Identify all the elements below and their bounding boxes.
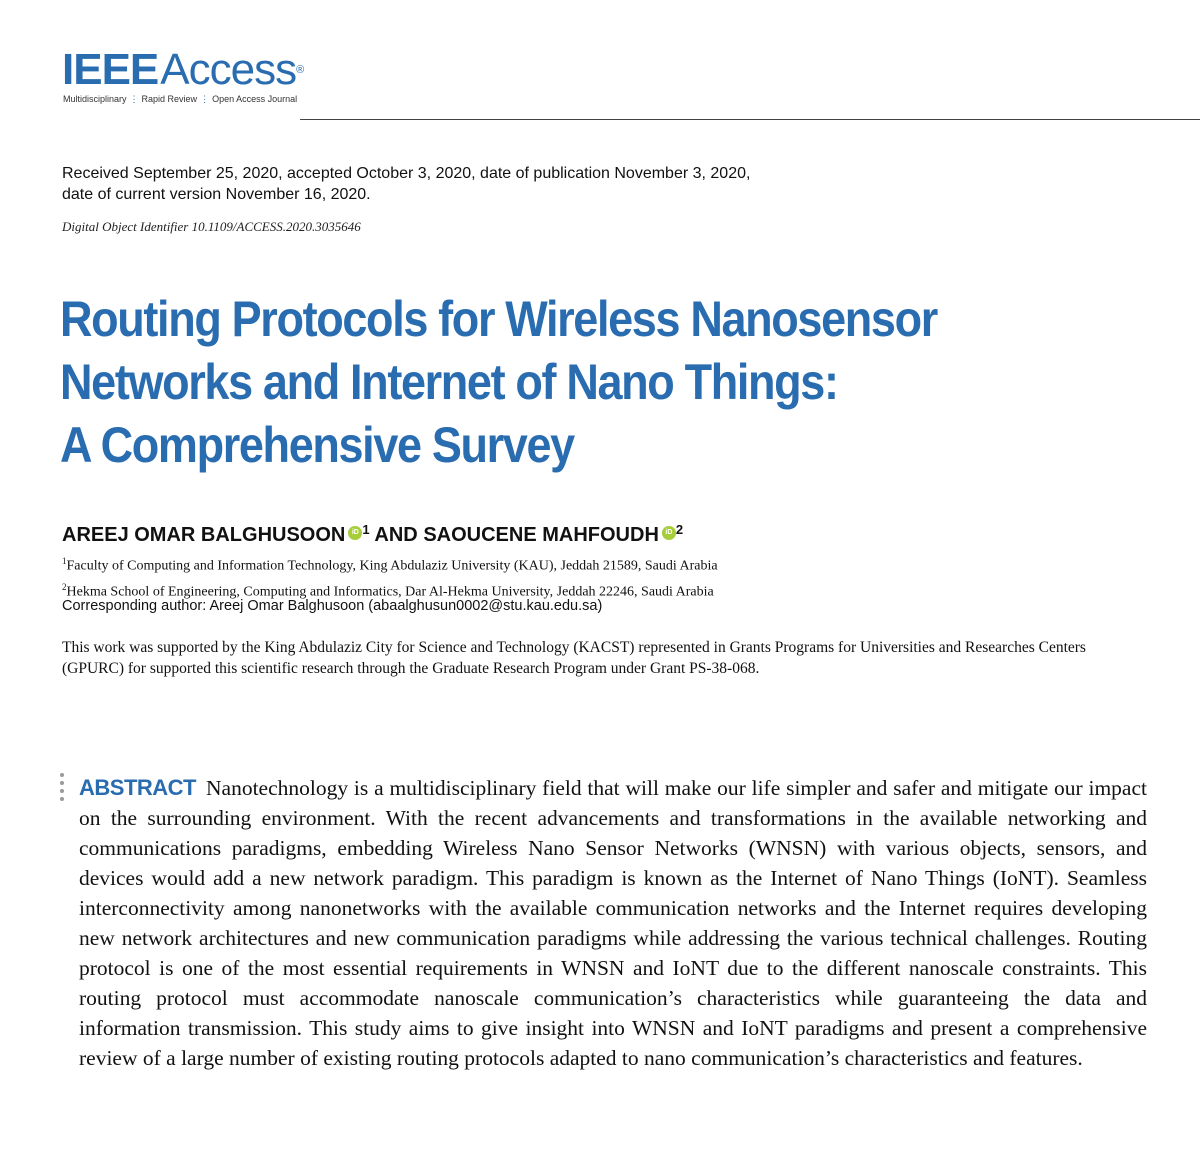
orcid-icon[interactable]: iD xyxy=(662,526,676,540)
affiliation xyxy=(62,551,718,577)
journal-tagline xyxy=(63,94,304,105)
affiliation-number: 2 xyxy=(62,581,67,592)
logo-ieee: IEEE xyxy=(62,45,159,94)
journal-wordmark xyxy=(62,45,305,94)
tagline-separator: ⋮ xyxy=(200,94,210,104)
marker-dot xyxy=(60,773,64,777)
title-line: Routing Protocols for Wireless Nanosensor xyxy=(60,291,937,347)
paper-title xyxy=(60,288,937,477)
marker-dot xyxy=(60,781,64,785)
title-line: Networks and Internet of Nano Things: xyxy=(60,354,838,410)
journal-logo xyxy=(62,45,305,105)
abstract-text: Nanotechnology is a multidisciplinary field that will make our life simpler and safer and mitigate our impact on the surrounding environment. With the recent advancements and transformations in the available networking and communications paradigms, embedding Wireless Nano Sensor Networks (WNSN) with various objects, sensors, and devices would add a new network paradigm. This paradigm is known as the Internet of Nano Things (IoNT). Seamless interconnectivity among nanonetworks with the available communication networks and the Internet requires developing new network architectures and new communication paradigms while addressing the various technical challenges. Routing protocol is one of the most essential requirements in WNSN and IoNT due to the different nanoscale constraints. This routing protocol must accommodate nanoscale communication’s characteristics while guaranteeing the data and information transmission. This study aims to give insight into WNSN and IoNT paradigms and present a comprehensive review of a large number of existing routing protocols adapted to nano communication’s characteristics and features. xyxy=(79,776,1147,1070)
tagline-separator: ⋮ xyxy=(129,94,139,104)
author-name: AREEJ OMAR BALGHUSOON xyxy=(62,524,346,546)
affiliation-marker: 2 xyxy=(675,522,684,537)
received-line: date of current version November 16, 2020. xyxy=(62,186,371,203)
funding-statement: This work was supported by the King Abdulaziz City for Science and Technology (KACST) represented in Grants Programs for Universities and Researches Centers (GPURC) for supported this scientific research through the Graduate Research Program under Grant PS-38-068. xyxy=(62,639,1086,677)
title-line: A Comprehensive Survey xyxy=(60,417,574,473)
abstract-heading: ABSTRACT xyxy=(79,775,196,800)
abstract xyxy=(79,773,1147,1073)
tagline-item: Multidisciplinary xyxy=(63,94,127,104)
marker-dot xyxy=(60,789,64,793)
received-dates xyxy=(62,163,882,205)
doi: Digital Object Identifier 10.1109/ACCESS.2020.3035646 xyxy=(62,219,361,234)
received-line: Received September 25, 2020, accepted October 3, 2020, date of publication November 3, 2020, xyxy=(62,165,751,182)
affiliation-text: Faculty of Computing and Information Technology, King Abdulaziz University (KAU), Jeddah 21589, Saudi Arabia xyxy=(66,558,718,574)
author-name: SAOUCENE MAHFOUDH xyxy=(423,524,659,546)
logo-trademark: ® xyxy=(296,64,305,76)
affiliation-number: 1 xyxy=(62,556,67,566)
logo-access: Access xyxy=(160,45,297,94)
tagline-item: Rapid Review xyxy=(141,94,198,104)
orcid-icon[interactable]: iD xyxy=(348,526,362,540)
tagline-item: Open Access Journal xyxy=(212,94,298,104)
marker-dot xyxy=(60,797,64,801)
affiliation-text: Hekma School of Engineering, Computing and Informatics, Dar Al-Hekma University, Jeddah 22246, Saudi Arabia xyxy=(66,584,714,600)
header-divider xyxy=(300,119,1200,120)
corresponding-author: Corresponding author: Areej Omar Balghusoon (abaalghusun0002@stu.kau.edu.sa) xyxy=(62,598,603,614)
affiliations xyxy=(62,551,718,602)
author-conjunction: AND xyxy=(374,524,418,546)
author-list xyxy=(62,522,683,547)
affiliation-marker: 1 xyxy=(362,522,370,537)
abstract-margin-marker xyxy=(60,773,66,805)
